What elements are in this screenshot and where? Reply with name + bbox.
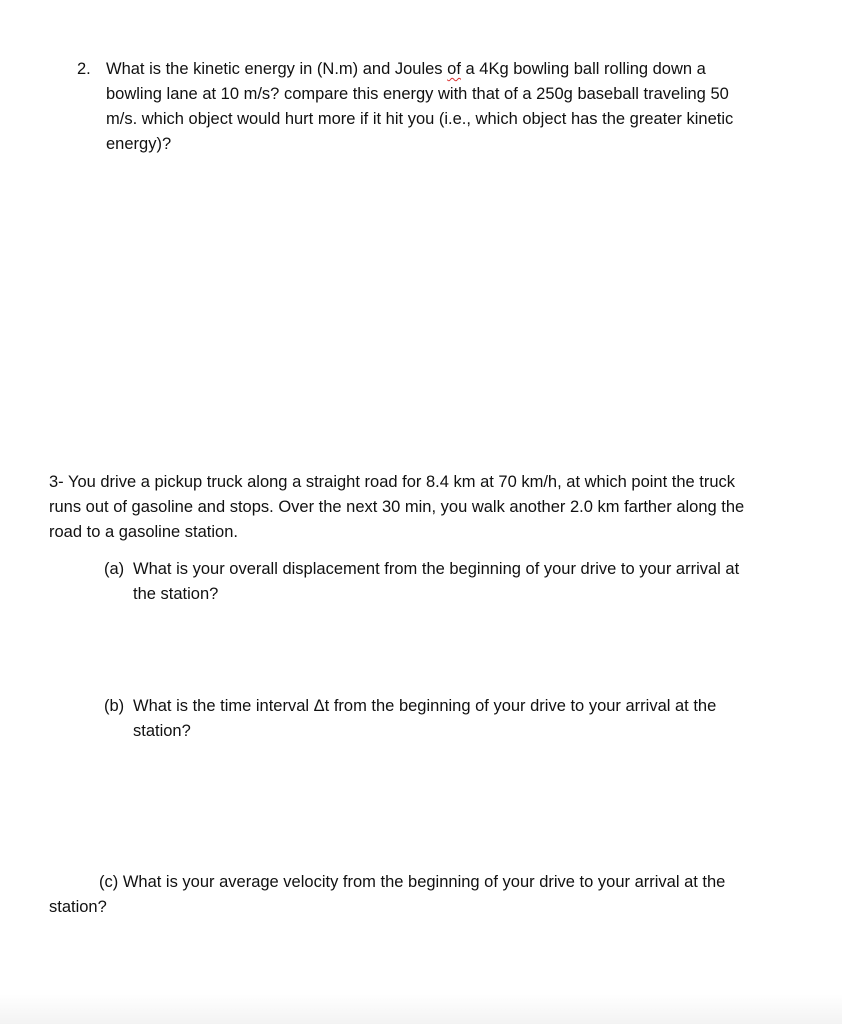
text-line: What is the kinetic energy in (N.m) and Joules of a 4Kg bowling ball rolling down a — [106, 60, 706, 78]
question-2 — [77, 57, 777, 157]
text-line: What is the time interval Δt from the beginning of your drive to your arrival at the — [133, 697, 717, 715]
text-line: energy)? — [106, 135, 172, 153]
text-line: 3- You drive a pickup truck along a straight road for 8.4 km at 70 km/h, at which point the truck — [49, 473, 736, 491]
text-line: runs out of gasoline and stops. Over the next 30 min, you walk another 2.0 km farther along the — [49, 498, 745, 516]
question-3-part-a — [104, 557, 784, 607]
text-line: bowling lane at 10 m/s? compare this energy with that of a 250g baseball traveling 50 — [106, 85, 729, 103]
spellcheck-flagged-word: of — [447, 60, 461, 78]
part-a-text — [133, 557, 739, 607]
text-line: road to a gasoline station. — [49, 523, 238, 541]
part-label: (a) — [104, 560, 125, 578]
question-number: 2. — [77, 60, 91, 78]
text-line: m/s. which object would hurt more if it hit you (i.e., which object has the greater kinetic — [106, 110, 734, 128]
part-label: (b) — [104, 697, 125, 715]
page-bottom-shadow — [0, 994, 842, 1024]
text-line: What is your overall displacement from the beginning of your drive to your arrival at — [133, 560, 740, 578]
question-2-text — [106, 57, 774, 157]
text-line: station? — [49, 898, 107, 916]
text-line: (c) What is your average velocity from the beginning of your drive to your arrival at the — [99, 873, 726, 891]
part-b-text — [133, 694, 716, 744]
question-3-part-b — [104, 694, 784, 744]
text-line: station? — [133, 722, 191, 740]
question-3-part-c — [49, 870, 789, 920]
text-line: the station? — [133, 585, 219, 603]
question-3 — [49, 470, 789, 545]
